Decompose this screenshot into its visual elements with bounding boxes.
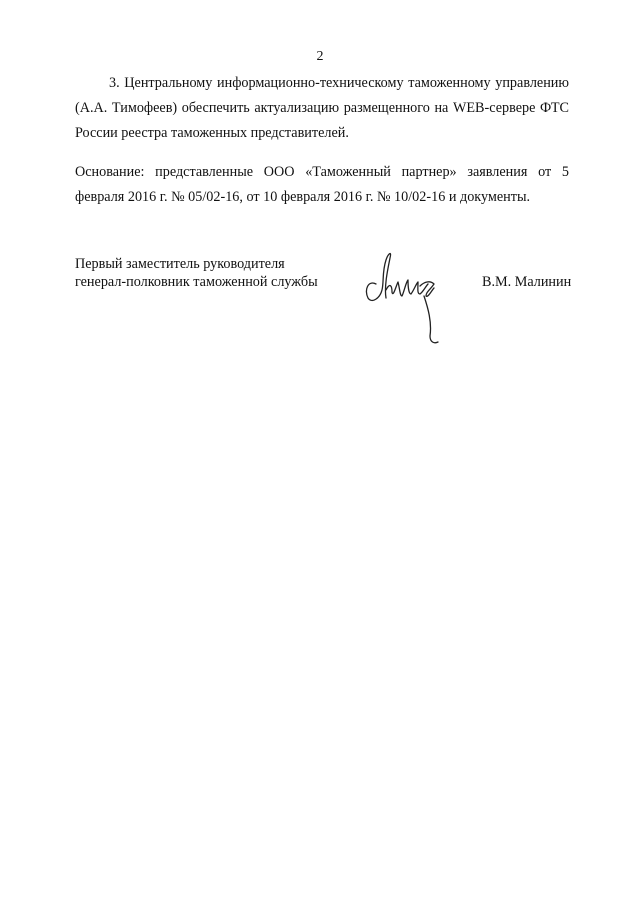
paragraph-instruction: 3. Центральному информационно-техническому таможенному управлению (А.А. Тимофеев) обеспечить актуализацию размещенного на WEB-сервере ФТС России реестра таможенных представителей. bbox=[75, 75, 569, 141]
signatory-position bbox=[75, 255, 318, 291]
handwritten-signature bbox=[360, 246, 450, 346]
position-line-1: Первый заместитель руководителя bbox=[75, 256, 285, 272]
paragraph-basis: Основание: представленные ООО «Таможенный партнер» заявления от 5 февраля 2016 г. № 05/02-16, от 10 февраля 2016 г. № 10/02-16 и документы. bbox=[75, 164, 569, 205]
signatory-name: В.М. Малинин bbox=[482, 274, 572, 290]
position-line-2: генерал-полковник таможенной службы bbox=[75, 274, 318, 290]
page-number: 2 bbox=[316, 49, 324, 64]
